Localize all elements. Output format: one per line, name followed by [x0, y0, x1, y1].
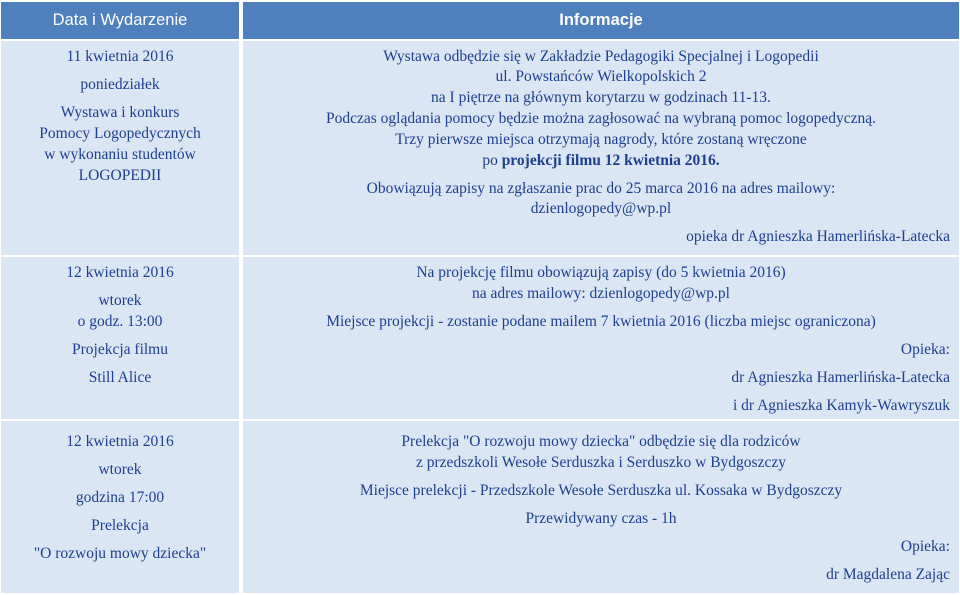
row-2-date-cell [1, 257, 239, 419]
row-2-info-line-2: na adres mailowy: dzienlogopedy@wp.pl [472, 285, 730, 302]
row-1-info-line-6-prefix: po [482, 152, 502, 169]
header-date-event: Data i Wydarzenie [1, 2, 239, 39]
row-2-info-line-3: Miejsce projekcji - zostanie podane mailem 7 kwietnia 2016 (liczba miejsc ograniczona) [326, 313, 876, 330]
row-2-film-title: Still Alice [88, 369, 152, 386]
row-1-info-cell [243, 41, 959, 255]
row-3-time: godzina 17:00 [75, 489, 165, 506]
row-1-info-line-3: na I piętrze na głównym korytarzu w godzinach 11-13. [431, 89, 771, 106]
row-3-lecture-title: "O rozwoju mowy dziecka" [33, 545, 207, 562]
row-3-info-line-3: Miejsce prelekcji - Przedszkole Wesołe Serduszka ul. Kossaka w Bydgoszczy [359, 482, 843, 499]
row-1-event-line-4: LOGOPEDII [78, 167, 162, 184]
row-3-event-type: Prelekcja [91, 517, 149, 534]
row-2-info-cell [243, 257, 959, 419]
row-1-caretaker: opieka dr Agnieszka Hamerlińska-Latecka [686, 228, 950, 245]
row-1-event-line-2: Pomocy Logopedycznych [39, 125, 201, 142]
row-1-info-line-5: Trzy pierwsze miejsca otrzymają nagrody, które zostaną wręczone [395, 131, 807, 148]
header-information: Informacje [243, 2, 959, 39]
row-1-date: 11 kwietnia 2016 [66, 48, 174, 65]
row-3-caretaker-label: Opieka: [900, 538, 950, 555]
row-1-info-email: dzienlogopedy@wp.pl [530, 200, 672, 217]
row-1-event-line-3: w wykonaniu studentów [44, 146, 196, 163]
row-1-date-cell [1, 41, 239, 255]
row-3-info-line-1: Prelekcja "O rozwoju mowy dziecka" odbędzie się dla rodziców [401, 433, 801, 450]
row-1-weekday: poniedziałek [80, 76, 160, 93]
row-2-caretaker-label: Opieka: [900, 341, 950, 358]
row-2-caretaker-1: dr Agnieszka Hamerlińska-Latecka [731, 369, 950, 386]
row-2-info-line-1: Na projekcję filmu obowiązują zapisy (do 5 kwietnia 2016) [416, 264, 786, 281]
row-3-info-cell [243, 421, 959, 593]
row-3-info-line-4: Przewidywany czas - 1h [525, 510, 677, 527]
row-3-weekday: wtorek [98, 461, 142, 478]
row-3-info-line-2: z przedszkoli Wesołe Serduszka i Serduszko w Bydgoszczy [416, 454, 786, 471]
row-1-info-line-6 [243, 151, 959, 171]
row-2-time: o godz. 13:00 [77, 313, 163, 330]
row-1-info-line-6-bold: projekcji filmu 12 kwietnia 2016. [501, 152, 720, 169]
row-2-date: 12 kwietnia 2016 [66, 264, 174, 281]
row-3-caretaker-1: dr Magdalena Zając [826, 566, 950, 583]
row-3-date-cell [1, 421, 239, 593]
row-1-event-line-1: Wystawa i konkurs [60, 104, 180, 121]
row-2-caretaker-2: i dr Agnieszka Kamyk-Wawryszuk [733, 397, 950, 414]
row-1-info-line-2: ul. Powstańców Wielkopolskich 2 [495, 68, 707, 85]
row-2-event-type: Projekcja filmu [72, 341, 168, 358]
row-1-info-signup: Obowiązują zapisy na zgłaszanie prac do 25 marca 2016 na adres mailowy: [366, 180, 836, 197]
row-1-info-line-1: Wystawa odbędzie się w Zakładzie Pedagogiki Specjalnej i Logopedii [383, 48, 819, 65]
row-1-info-line-4: Podczas oglądania pomocy będzie można zagłosować na wybraną pomoc logopedyczną. [325, 110, 877, 127]
row-2-weekday: wtorek [98, 292, 142, 309]
row-3-date: 12 kwietnia 2016 [66, 433, 174, 450]
